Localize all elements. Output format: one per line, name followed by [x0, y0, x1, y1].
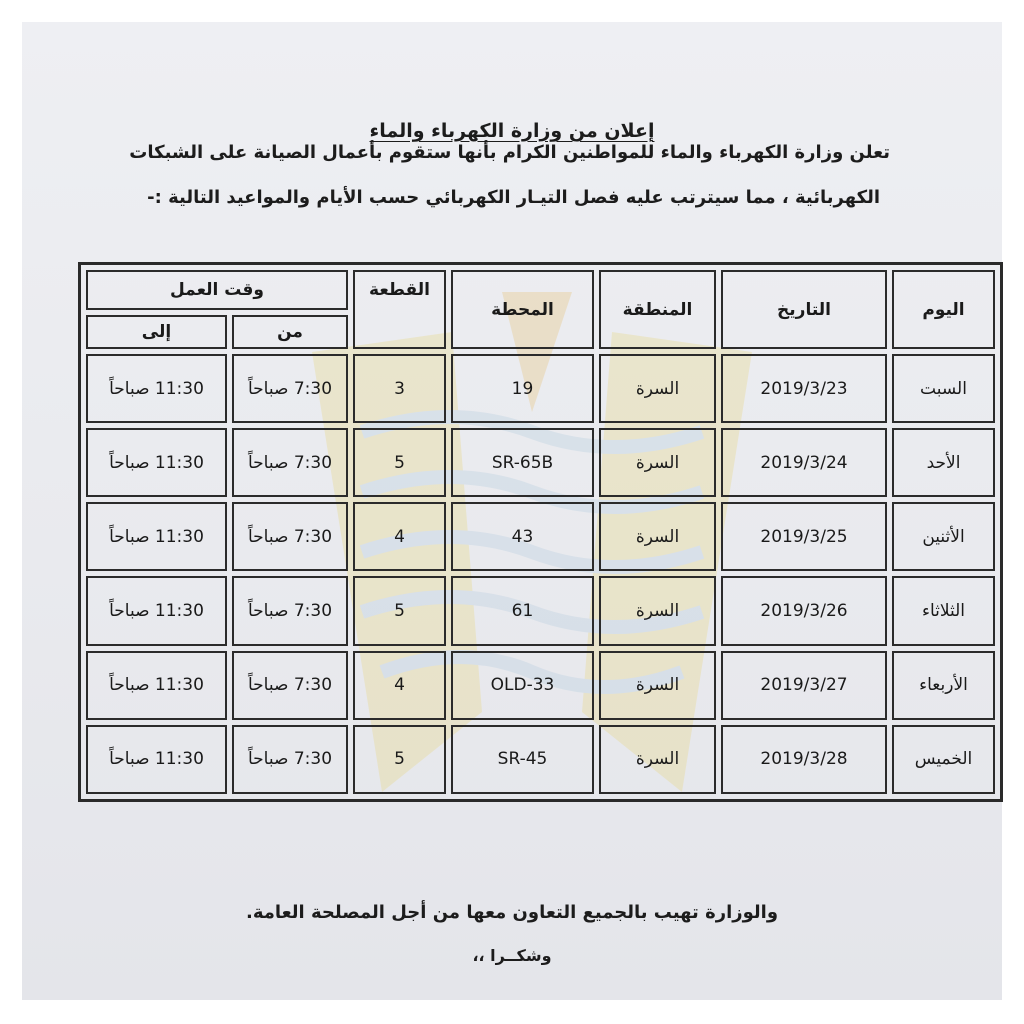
- cell-to: 11:30 صباحاً: [86, 651, 227, 720]
- cell-to: 11:30 صباحاً: [86, 576, 227, 645]
- table-row: [86, 725, 995, 794]
- cell-day: الخميس: [892, 725, 995, 794]
- cell-day: السبت: [892, 354, 995, 423]
- cell-date: 2019/3/23: [721, 354, 887, 423]
- cell-date: 2019/3/26: [721, 576, 887, 645]
- cell-to: 11:30 صباحاً: [86, 354, 227, 423]
- cell-from: 7:30 صباحاً: [232, 725, 348, 794]
- cell-from: 7:30 صباحاً: [232, 428, 348, 497]
- intro-line-1: تعلن وزارة الكهرباء والماء للمواطنين الكرام بأنها ستقوم بأعمال الصيانة على الشبكات: [129, 142, 890, 163]
- cell-day: الأثنين: [892, 502, 995, 571]
- cell-from: 7:30 صباحاً: [232, 354, 348, 423]
- cell-area: السرة: [599, 725, 716, 794]
- thanks-line: وشكــرا ،،: [472, 946, 552, 965]
- cell-area: السرة: [599, 576, 716, 645]
- cell-from: 7:30 صباحاً: [232, 502, 348, 571]
- cell-to: 11:30 صباحاً: [86, 725, 227, 794]
- cell-section: 4: [353, 651, 446, 720]
- cell-to: 11:30 صباحاً: [86, 428, 227, 497]
- cell-day: الثلاثاء: [892, 576, 995, 645]
- cell-section: 5: [353, 428, 446, 497]
- cell-date: 2019/3/28: [721, 725, 887, 794]
- header-row: [86, 270, 995, 310]
- cell-station: 61: [451, 576, 594, 645]
- closing-statement: والوزارة تهيب بالجميع التعاون معها من أجل المصلحة العامة.: [245, 902, 779, 923]
- table-row: [86, 651, 995, 720]
- cell-station: 33-OLD: [451, 651, 594, 720]
- header-day: اليوم: [892, 270, 995, 349]
- cell-station: SR-65B: [451, 428, 594, 497]
- cell-section: 5: [353, 725, 446, 794]
- cell-date: 2019/3/24: [721, 428, 887, 497]
- cell-day: الأحد: [892, 428, 995, 497]
- cell-area: السرة: [599, 428, 716, 497]
- cell-station: SR-45: [451, 725, 594, 794]
- table-row: [86, 576, 995, 645]
- cell-to: 11:30 صباحاً: [86, 502, 227, 571]
- cell-date: 2019/3/27: [721, 651, 887, 720]
- table-row: [86, 428, 995, 497]
- cell-area: السرة: [599, 502, 716, 571]
- cell-area: السرة: [599, 354, 716, 423]
- cell-station: 19: [451, 354, 594, 423]
- cell-area: السرة: [599, 651, 716, 720]
- header-area: المنطقة: [599, 270, 716, 349]
- cell-date: 2019/3/25: [721, 502, 887, 571]
- header-station: المحطة: [451, 270, 594, 349]
- cell-section: 3: [353, 354, 446, 423]
- header-work-time: وقت العمل: [86, 270, 348, 310]
- cell-section: 4: [353, 502, 446, 571]
- header-date: التاريخ: [721, 270, 887, 349]
- intro-line-2: الكهربائية ، مما سيترتب عليه فصل التيـار الكهربائي حسب الأيام والمواعيد التالية :-: [147, 187, 880, 208]
- cell-day: الأربعاء: [892, 651, 995, 720]
- cell-station: 43: [451, 502, 594, 571]
- cell-from: 7:30 صباحاً: [232, 576, 348, 645]
- header-to: إلى: [86, 315, 227, 349]
- table-row: [86, 354, 995, 423]
- header-section: القطعة: [353, 270, 446, 349]
- outage-schedule-table: [78, 262, 1003, 802]
- table-row: [86, 502, 995, 571]
- cell-section: 5: [353, 576, 446, 645]
- notice-title: إعلان من وزارة الكهرباء والماء: [369, 120, 655, 142]
- header-from: من: [232, 315, 348, 349]
- cell-from: 7:30 صباحاً: [232, 651, 348, 720]
